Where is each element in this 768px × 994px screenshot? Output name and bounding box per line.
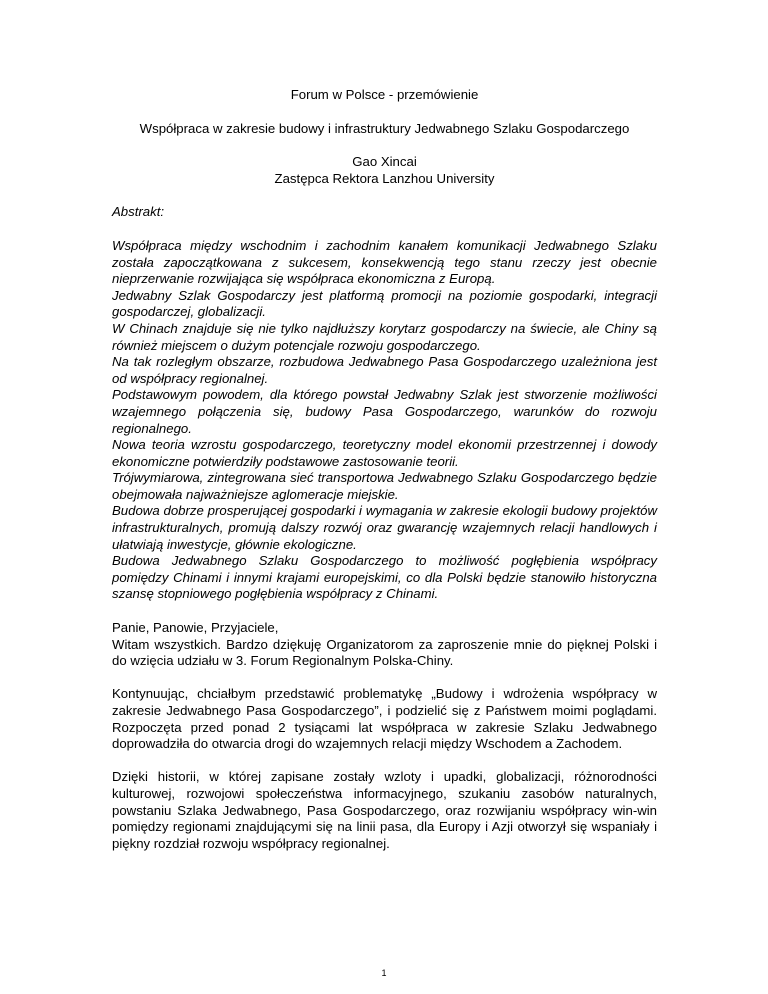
- abstract-paragraph: Nowa teoria wzrostu gospodarczego, teoretyczny model ekonomii przestrzennej i dowody ekonomiczne potwierdziły podstawowe zastosowanie teorii.: [112, 437, 657, 469]
- abstract-paragraph: Jedwabny Szlak Gospodarczy jest platformą promocji na poziomie gospodarki, integracji gospodarczej, globalizacji.: [112, 287, 657, 320]
- abstract-paragraph: Podstawowym powodem, dla którego powstał Jedwabny Szlak jest stworzenie możliwości wzajemnego połączenia się, budowy Pasa Gospodarczego, warunków do rozwoju regionalnego.: [112, 387, 657, 436]
- abstract-paragraph: Współpraca między wschodnim i zachodnim kanałem komunikacji Jedwabnego Szlaku została zapoczątkowana z sukcesem, konsekwencją tego stanu rzeczy jest obecnie nieprzerwanie rozwijająca się współpraca ekonomiczna z Europą.: [112, 237, 657, 287]
- author-block: [112, 154, 657, 187]
- author-name: Gao Xincai: [352, 154, 417, 170]
- document-content: [112, 87, 657, 869]
- speech-greeting: Panie, Panowie, Przyjaciele,: [112, 620, 279, 636]
- abstract-section: [112, 238, 657, 603]
- abstract-paragraph: Na tak rozległym obszarze, rozbudowa Jedwabnego Pasa Gospodarczego uzależniona jest od współpracy regionalnej.: [112, 354, 657, 386]
- speech-paragraph: [112, 620, 657, 670]
- abstract-paragraph: Budowa Jedwabnego Szlaku Gospodarczego to możliwość pogłębienia współpracy pomiędzy Chinami i innymi krajami europejskimi, co dla Polski będzie stanowiło historyczna szansę stopniowego pogłębienia współpracy z Chinami.: [112, 553, 657, 602]
- abstract-label: Abstrakt:: [112, 204, 165, 220]
- document-subtitle: Współpraca w zakresie budowy i infrastruktury Jedwabnego Szlaku Gospodarczego: [139, 120, 630, 136]
- speech-paragraph: [112, 769, 657, 852]
- abstract-paragraph: Trójwymiarowa, zintegrowana sieć transportowa Jedwabnego Szlaku Gospodarczego będzie obejmowała najważniejsze aglomeracje miejskie.: [112, 470, 657, 502]
- page-number: 1: [381, 968, 387, 978]
- abstract-paragraph: W Chinach znajduje się nie tylko najdłuższy korytarz gospodarczy na świecie, ale Chiny są również miejscem o dużym potencjale rozwoju gospodarczego.: [112, 320, 657, 353]
- speech-paragraph: [112, 686, 657, 752]
- abstract-paragraph: Budowa dobrze prosperującej gospodarki i wymagania w zakresie ekologii budowy projektów infrastrukturalnych, promują dalszy rozwój oraz gwarancję wzajemnych relacji handlowych i ułatwiają inwestycje, głównie ekologiczne.: [112, 503, 657, 552]
- speech-body: [112, 620, 657, 852]
- speech-text: Kontynuując, chciałbym przedstawić problematykę „Budowy i wdrożenia współpracy w zakresie Jedwabnego Pasa Gospodarczego”, i podzielić się z Państwem moimi poglądami. Rozpoczęta przed ponad 2 tysiącami lat współpraca w zakresie Szlaku Jedwabnego doprowadziła do otwarcia drogi do wzajemnych relacji między Wschodem a Zachodem.: [112, 686, 657, 752]
- document-title: Forum w Polsce - przemówienie: [290, 87, 479, 102]
- speech-text: Dzięki historii, w której zapisane zostały wzloty i upadki, globalizacji, różnorodności kulturowej, rozwojowi społeczeństwa informacyjnego, szukaniu zasobów naturalnych, powstaniu Szlaka Jedwabnego, Pasa Gospodarczego, oraz rozwijaniu współpracy win-win pomiędzy regionami znajdującymi się na linii pasa, dla Europy i Azji otworzył się wspaniały i piękny rozdział rozwoju współpracy regionalnej.: [112, 769, 657, 851]
- author-position: Zastępca Rektora Lanzhou University: [274, 170, 495, 186]
- speech-text: Witam wszystkich. Bardzo dziękuję Organizatorom za zaproszenie mnie do pięknej Polski i do wzięcia udziału w 3. Forum Regionalnym Polska-Chiny.: [112, 636, 657, 669]
